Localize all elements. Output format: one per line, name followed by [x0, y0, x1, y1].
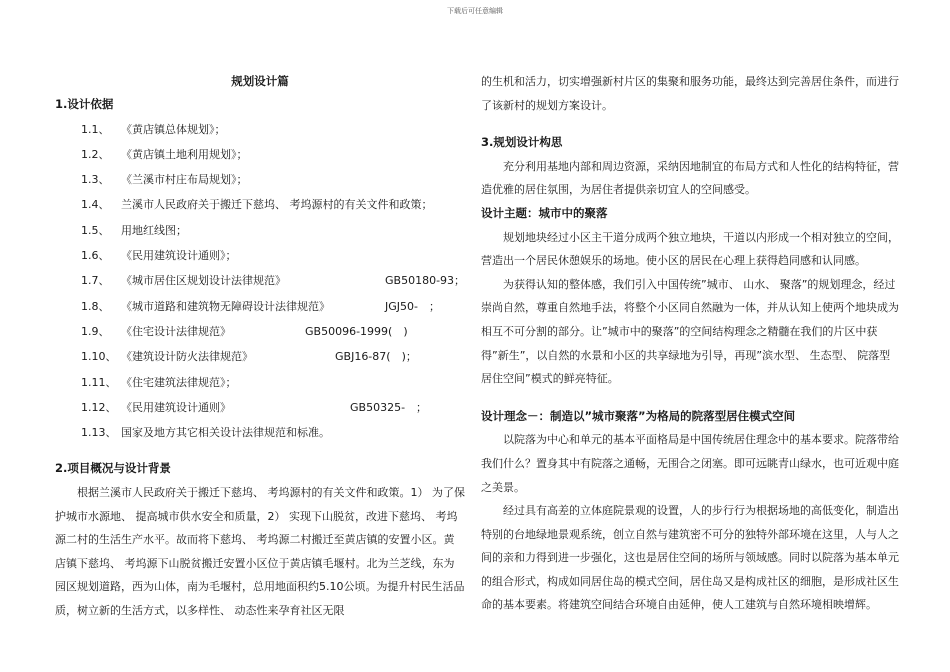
basis-item	[55, 117, 465, 142]
section-heading-design-basis: 1.设计依据	[55, 97, 114, 111]
left-column	[55, 70, 465, 623]
basis-item-number: 1.7、	[81, 274, 110, 288]
basis-item-number: 1.12、	[81, 400, 117, 414]
continued-paragraph: 的生机和活力，切实增强新村片区的集聚和服务功能，最终达到完善居住条件，而进行了该新村的规划方案设计。	[481, 75, 899, 112]
basis-item-text: 《住宅设计法律规范》	[121, 324, 231, 338]
document-title: 规划设计篇	[231, 74, 289, 88]
design-concept-heading: 设计理念－：制造以”城市聚落”为格局的院落型居住模式空间	[481, 408, 796, 423]
basis-item-text: 《城市居住区规划设计法律规范》	[121, 274, 286, 288]
basis-item	[55, 192, 465, 217]
planning-concept-paragraph: 充分利用基地内部和周边资源，采纳因地制宜的布局方式和人性化的结构特征，营造优雅的居住氛围，为居住者提供亲切宜人的空间感受。	[481, 159, 899, 197]
basis-item-text: 《民用建筑设计通则》	[121, 400, 231, 414]
basis-item-number: 1.1、	[81, 122, 110, 136]
basis-item-number: 1.8、	[81, 299, 110, 313]
basis-item-text: 用地红线图；	[121, 223, 187, 237]
basis-item-standard-code: GBJ16-87( )；	[335, 350, 417, 364]
basis-item-text: 《民用建筑设计通则》；	[121, 249, 237, 263]
basis-item	[55, 268, 465, 293]
basis-item-number: 1.10、	[81, 350, 117, 364]
design-basis-list	[55, 117, 465, 446]
basis-item	[55, 370, 465, 395]
right-column	[481, 70, 901, 617]
header-note: 下载后可任意编辑	[447, 7, 503, 15]
basis-item-number: 1.4、	[81, 198, 110, 212]
basis-item-standard-code: GB50096-1999( )	[305, 324, 408, 338]
design-concept-paragraph-1: 以院落为中心和单元的基本平面格局是中国传统居住理念中的基本要求。院落带给我们什么？置身其中有院落之通畅，无围合之闭塞。即可远眺青山绿水，也可近观中庭之美景。	[481, 433, 899, 494]
basis-item	[55, 243, 465, 268]
design-theme-heading: 设计主题：城市中的聚落	[481, 205, 608, 220]
basis-item-number: 1.6、	[81, 249, 110, 263]
basis-item	[55, 420, 465, 445]
basis-item-number: 1.2、	[81, 147, 110, 161]
basis-item-text: 兰溪市人民政府关于搬迁下慈坞、 考坞源村的有关文件和政策；	[121, 198, 433, 212]
design-concept-paragraph-2: 经过具有高差的立体庭院景观的设置，人的步行行为根据场地的高低变化，制造出特别的台地绿地景观系统，创立自然与建筑密不可分的独特外部环境在这里，人与人之间的亲和力得到进一步强化，这也是居住空间的场所与领域感。同时以院落为基本单元的组合形式，构成如同居住岛的模式空间，居住岛又是构成社区的细胞，是形成社区生命的基本要素。将建筑空间结合环境自由延伸，使人工建筑与自然环境相映增辉。	[481, 504, 899, 612]
basis-item-text: 《城市道路和建筑物无障碍设计法律规范》	[121, 299, 330, 313]
section-heading-project-overview: 2.项目概况与设计背景	[55, 461, 171, 476]
basis-item	[55, 344, 465, 369]
basis-item-number: 1.13、	[81, 426, 117, 440]
basis-item	[55, 395, 465, 420]
basis-item-number: 1.9、	[81, 324, 110, 338]
basis-item	[55, 167, 465, 192]
basis-item-text: 《住宅建筑法律规范》；	[121, 375, 237, 389]
basis-item-text: 《黄店镇总体规划》；	[121, 122, 226, 136]
basis-item-text: 国家及地方其它相关设计法律规范和标准。	[121, 426, 330, 440]
basis-item-number: 1.5、	[81, 223, 110, 237]
section-heading-planning-concept: 3.规划设计构思	[481, 135, 563, 150]
basis-item	[55, 294, 465, 319]
basis-item-standard-code: GB50325- ；	[350, 400, 428, 414]
basis-item-text: 《黄店镇土地利用规划》；	[121, 147, 248, 161]
project-overview-paragraph: 根据兰溪市人民政府关于搬迁下慈坞、 考坞源村的有关文件和政策。1） 为了保护城市水源地、 提高城市供水安全和质量，2） 实现下山脱贫，改进下慈坞、 考坞源二村的生活生产水平。故而将下慈坞、 考坞源二村搬迁至黄店镇的安置小区。黄店镇下慈坞、 考坞源下山脱贫搬迁安置小区位于黄店镇毛堰村。北为兰芝线，东为园区规划道路，西为山体，南为毛堰村，总用地面积约5.10公顷。为提升村民生活品质，树立新的生活方式，以多样性、 动态性来孕育社区无限	[55, 486, 465, 618]
basis-item-number: 1.11、	[81, 375, 117, 389]
basis-item	[55, 142, 465, 167]
design-theme-paragraph-2: 为获得认知的整体感，我们引入中国传统”城市、 山水、 聚落”的规划理念，经过崇尚自然，尊重自然地手法，将整个小区同自然融为一体，并从认知上使两个地块成为相互不可分割的部分。让”城市中的聚落”的空间结构理念之精髓在我们的片区中获得”新生”，以自然的水景和小区的共享绿地为引导，再现”滨水型、 生态型、 院落型居住空间”模式的鲜亮特征。	[481, 277, 899, 386]
basis-item	[55, 218, 465, 243]
basis-item-number: 1.3、	[81, 173, 110, 187]
basis-item	[55, 319, 465, 344]
basis-item-standard-code: GB50180-93；	[385, 274, 466, 288]
basis-item-text: 《兰溪市村庄布局规划》；	[121, 173, 248, 187]
basis-item-text: 《建筑设计防火法律规范》	[121, 350, 253, 364]
design-theme-paragraph-1: 规划地块经过小区主干道分成两个独立地块，干道以内形成一个相对独立的空间，营造出一个居民休憩娱乐的场地。使小区的居民在心理上获得趋同感和认同感。	[481, 230, 899, 268]
basis-item-standard-code: JGJ50- ；	[385, 299, 440, 313]
